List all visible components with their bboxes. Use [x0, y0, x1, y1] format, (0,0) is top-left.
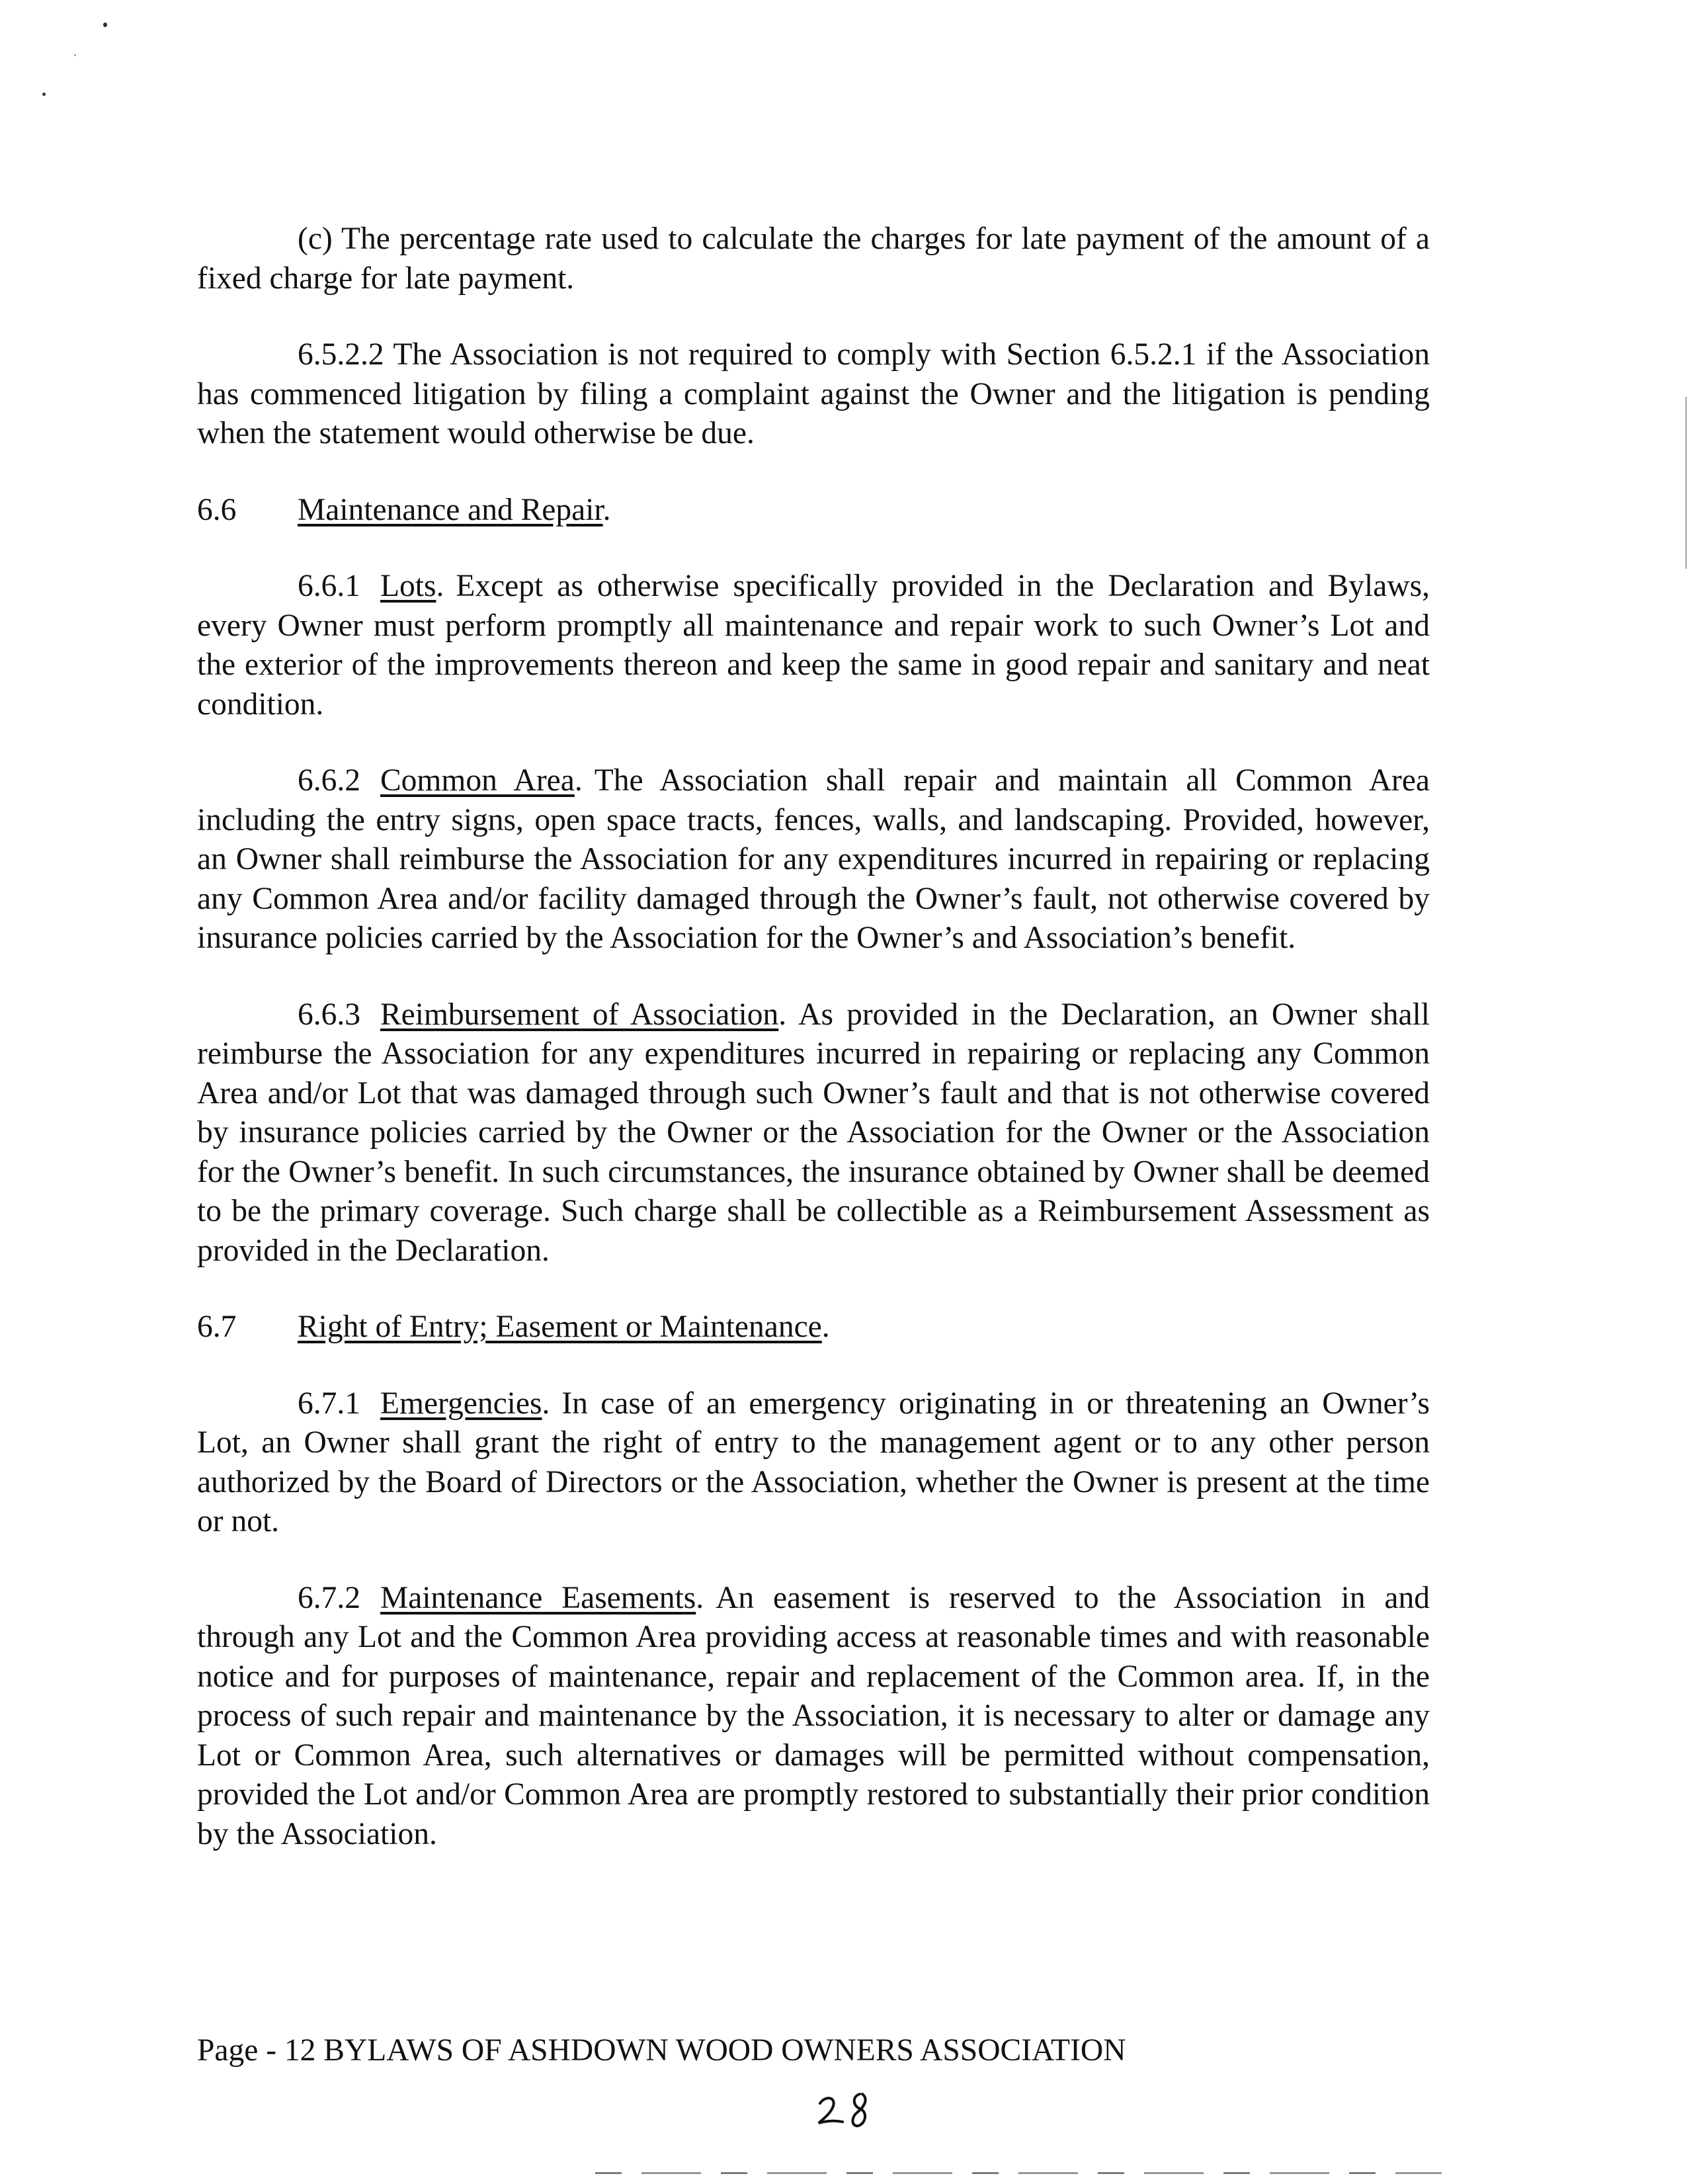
section-6-6-heading: [197, 491, 1430, 530]
section-title-punct: .: [602, 492, 611, 527]
page-footer: Page - 12 BYLAWS OF ASHDOWN WOOD OWNERS ASSOCIATION: [197, 2033, 1126, 2068]
paragraph-6-5-2-2: 6.5.2.2 The Association is not required to comply with Section 6.5.2.1 if the Association has commenced litigation by filing a complaint against the Owner and the litigation is pending when the statement would otherwise be due.: [197, 337, 1430, 450]
subsection-text: In case of an emergency originating in or threatening an Owner’s Lot, an Owner shall grant the right of entry to the management agent or to any other person authorized by the Board of Directors or the Association, whether the Owner is present at the time or not.: [197, 1386, 1430, 1538]
scan-bottom-edge: [595, 2172, 1442, 2174]
subsection-title: Reimbursement of Association: [380, 997, 779, 1032]
section-6-6-2: [197, 761, 1430, 958]
section-6-7-heading: [197, 1308, 1430, 1347]
subsection-number: 6.7.2: [298, 1580, 360, 1615]
scan-speck: [42, 93, 46, 96]
section-number: 6.7: [197, 1310, 237, 1344]
subsection-number: 6.6.2: [298, 763, 360, 798]
subsection-number: 6.6.3: [298, 997, 360, 1032]
subsection-title: Common Area: [380, 763, 575, 798]
subsection-text: As provided in the Declaration, an Owner shall reimburse the Association for any expenditures incurred in repairing or replacing any Common Area and/or Lot that was damaged through such Owner’s fault and that is not otherwise covered by insurance policies carried by the Owner or the Association for the Owner or the Association for the Owner’s benefit. In such circumstances, the insurance obtained by Owner shall be deemed to be the primary coverage. Such charge shall be collectible as a Reimbursement Assessment as provided in the Declaration.: [197, 997, 1430, 1268]
scan-edge-mark: [1685, 397, 1687, 569]
scan-speck: [74, 54, 76, 56]
subsection-number: 6.6.1: [298, 569, 360, 603]
section-6-6-3: [197, 995, 1430, 1271]
subsection-title-punct: .: [574, 763, 583, 798]
subsection-title-punct: .: [436, 569, 444, 603]
section-number: 6.6: [197, 492, 237, 527]
section-title: Right of Entry; Easement or Maintenance: [298, 1310, 822, 1344]
subsection-title: Emergencies: [380, 1386, 542, 1421]
section-6-7-1: [197, 1384, 1430, 1542]
document-body: [197, 220, 1430, 1891]
scan-speck: [103, 22, 107, 27]
section-title-punct: .: [821, 1310, 830, 1344]
section-title: Maintenance and Repair: [298, 492, 603, 527]
subsection-title: Lots: [380, 569, 436, 603]
subsection-number: 6.7.1: [298, 1386, 360, 1421]
subsection-title-punct: .: [778, 997, 787, 1032]
subsection-text: The Association shall repair and maintain all Common Area including the entry signs, open space tracts, fences, walls, and landscaping. Provided, however, an Owner shall reimburse the Association for any expenditures incurred in repairing or replacing any Common Area and/or facility damaged through the Owner’s fault, not otherwise covered by insurance policies carried by the Association for the Owner’s and Association’s benefit.: [197, 763, 1430, 955]
section-6-7-2: [197, 1579, 1430, 1855]
paragraph-c: (c) The percentage rate used to calculate the charges for late payment of the amount of a fixed charge for late payment.: [197, 222, 1430, 296]
section-6-6-1: [197, 567, 1430, 724]
subsection-title: Maintenance Easements: [380, 1580, 696, 1615]
subsection-text: An easement is reserved to the Association in and through any Lot and the Common Area providing access at reasonable times and with reasonable notice and for purposes of maintenance, repair and replacement of the Common area. If, in the process of such repair and maintenance by the Association, it is necessary to alter or damage any Lot or Common Area, such alternatives or damages will be permitted without compensation, provided the Lot and/or Common Area are promptly restored to substantially their prior condition by the Association.: [197, 1580, 1430, 1851]
subsection-title-punct: .: [542, 1386, 550, 1421]
handwritten-page-number: [816, 2090, 876, 2131]
subsection-text: Except as otherwise specifically provided in the Declaration and Bylaws, every Owner must perform promptly all maintenance and repair work to such Owner’s Lot and the exterior of the improvements thereon and keep the same in good repair and sanitary and neat condition.: [197, 569, 1430, 722]
subsection-title-punct: .: [696, 1580, 704, 1615]
